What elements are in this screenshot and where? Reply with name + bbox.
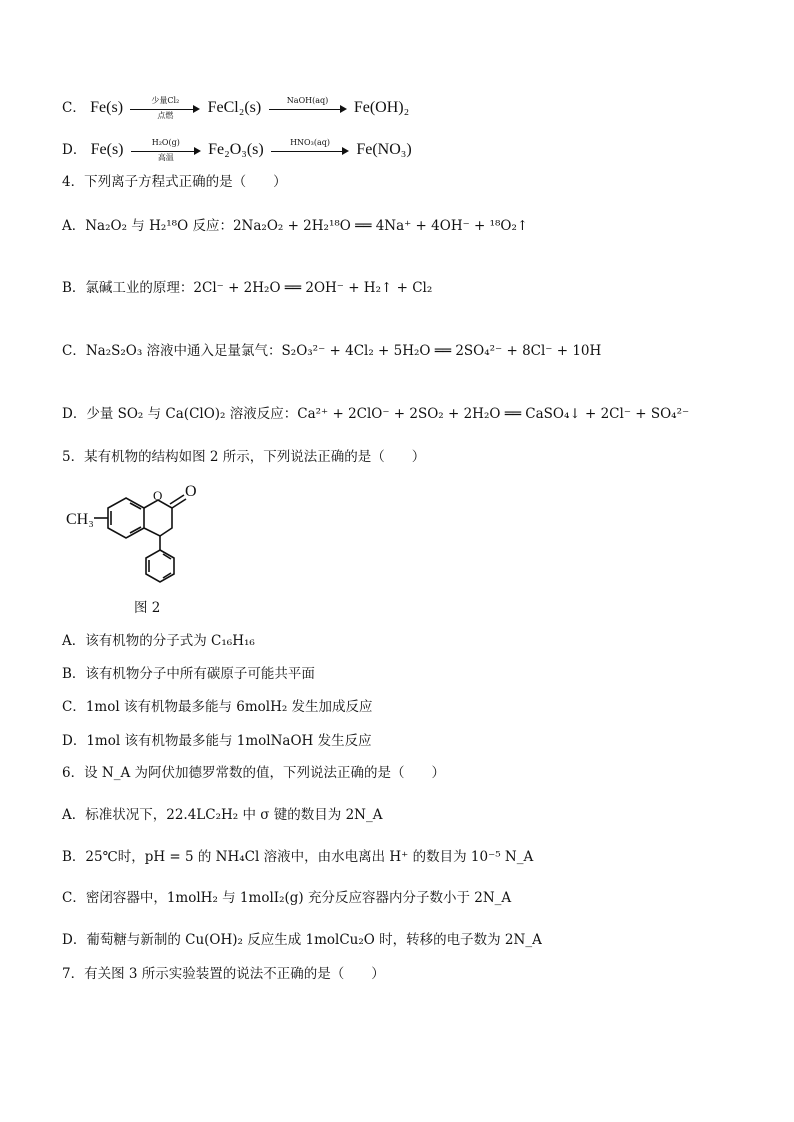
reaction-arrow: [130, 95, 200, 120]
q3-d-state2: (s): [246, 141, 264, 158]
q6-option-d: D．葡萄糖与新制的 Cu(OH)₂ 反应生成 1molCu₂O 时，转移的电子数为 2N_A: [62, 932, 542, 948]
arrow-condition-top: NaOH(aq): [286, 95, 329, 105]
q3-option-c: [62, 97, 409, 120]
figure-caption: 图 2: [134, 600, 161, 616]
q4-option-d: D．少量 SO₂ 与 Ca(ClO)₂ 溶液反应：Ca²⁺ + 2ClO⁻ + 2SO₂ + 2H₂O ══ CaSO₄↓ + 2Cl⁻ + SO₄²⁻: [62, 406, 690, 422]
q6-option-b: B．25℃时，pH = 5 的 NH₄Cl 溶液中，由水电离出 H⁺ 的数目为 10⁻⁵ N_A: [62, 849, 534, 865]
arrow-condition-bottom: 点燃: [157, 110, 174, 120]
reaction-arrow: [269, 95, 347, 120]
q6-option-a: A．标准状况下，22.4LC₂H₂ 中 σ 键的数目为 2N_A: [62, 807, 383, 823]
q3-option-d: [62, 139, 412, 162]
carbonyl-oxygen-label: O: [185, 483, 197, 500]
q4-option-c: C．Na₂S₂O₃ 溶液中通入足量氯气：S₂O₃²⁻ + 4Cl₂ + 5H₂O ══ 2SO₄²⁻ + 8Cl⁻ + 10H: [62, 343, 602, 359]
arrow-condition-bottom: 高温: [157, 152, 174, 162]
q3-c-product2: Fe(OH)₂: [353, 99, 410, 116]
q3-d-state1: (s): [106, 141, 124, 158]
q4-option-b: B．氯碱工业的原理：2Cl⁻ + 2H₂O ══ 2OH⁻ + H₂↑ + Cl₂: [62, 280, 433, 296]
q6-stem: 6．设 N_A 为阿伏加德罗常数的值，下列说法正确的是（ ）: [62, 765, 445, 781]
q5-option-b: B．该有机物分子中所有碳原子可能共平面: [62, 666, 315, 682]
arrow-condition-top: HNO₃(aq): [290, 137, 330, 147]
ch3-label: CH₃: [66, 511, 94, 528]
q4-stem: 4．下列离子方程式正确的是（ ）: [62, 174, 287, 190]
q5-option-a: A．该有机物的分子式为 C₁₆H₁₆: [62, 633, 255, 649]
q3-c-state2: (s): [244, 99, 262, 116]
q3-c-label: C．: [62, 100, 86, 116]
q3-d-label: D．: [62, 142, 87, 158]
q3-c-state1: (s): [106, 99, 124, 116]
arrow-condition-top: 少量Cl₂: [151, 95, 180, 105]
q3-d-reactant: Fe: [90, 141, 107, 158]
q5-option-d: D．1mol 该有机物最多能与 1molNaOH 发生反应: [62, 733, 372, 749]
reaction-arrow: [271, 137, 349, 162]
molecule-structure-figure: [64, 478, 214, 594]
ring-oxygen-label: O: [153, 488, 163, 503]
molecule-diagram: [64, 478, 214, 590]
q5-stem: 5．某有机物的结构如图 2 所示，下列说法正确的是（ ）: [62, 449, 426, 465]
q3-c-product1: FeCl₂: [207, 99, 245, 116]
q3-c-reactant: Fe: [90, 99, 107, 116]
reaction-arrow: [131, 137, 201, 162]
arrow-condition-top: H₂O(g): [151, 137, 180, 147]
q3-d-product2: Fe(NO₃): [356, 141, 412, 158]
q4-option-a: A．Na₂O₂ 与 H₂¹⁸O 反应：2Na₂O₂ + 2H₂¹⁸O ══ 4Na⁺ + 4OH⁻ + ¹⁸O₂↑: [62, 218, 529, 234]
q6-option-c: C．密闭容器中，1molH₂ 与 1molI₂(g) 充分反应容器内分子数小于 2N_A: [62, 890, 512, 906]
q5-option-c: C．1mol 该有机物最多能与 6molH₂ 发生加成反应: [62, 699, 373, 715]
q3-d-product1: Fe₂O₃: [208, 141, 247, 158]
q7-stem: 7．有关图 3 所示实验装置的说法不正确的是（ ）: [62, 966, 385, 982]
